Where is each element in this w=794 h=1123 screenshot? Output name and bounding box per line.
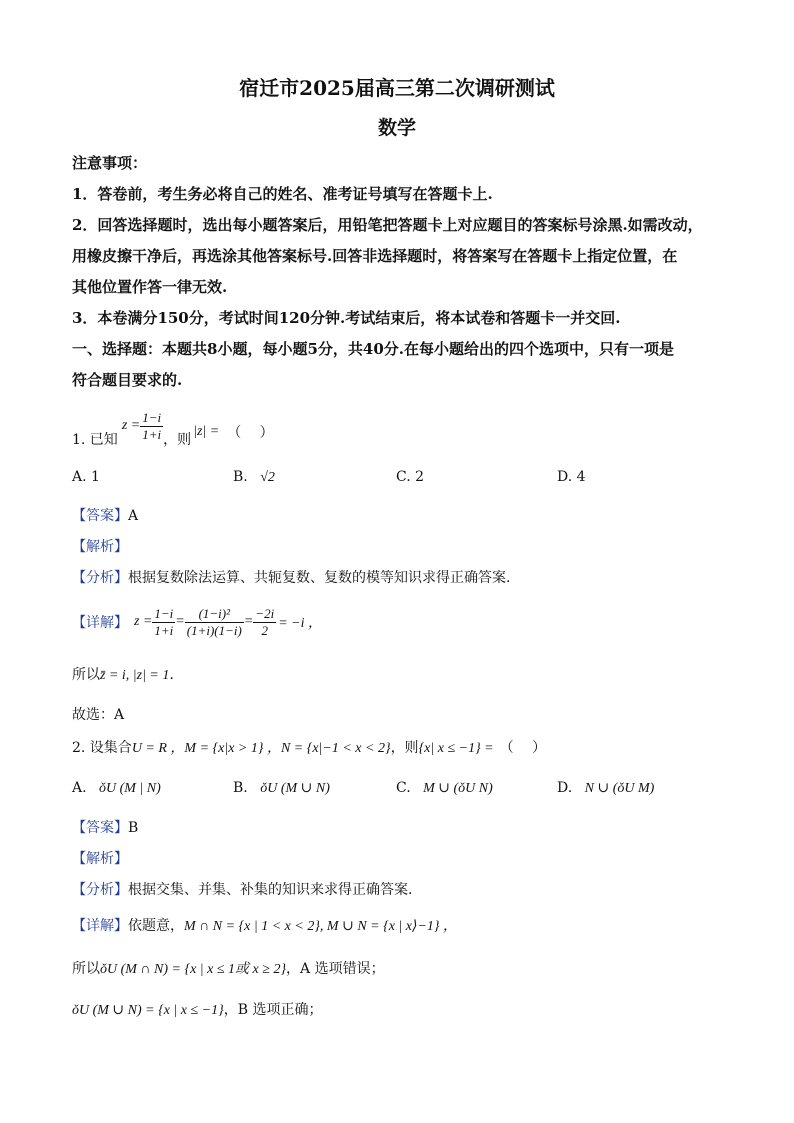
q1-option-a: A. 1 (72, 469, 100, 485)
q1-answer-paren: （ ） (227, 425, 274, 441)
q1-answer-value: A (128, 508, 139, 524)
q2-last-line (72, 999, 322, 1019)
note-item-1: 1．答卷前，考生务必将自己的姓名、准考证号填写在答题卡上. (72, 185, 493, 203)
question-2 (72, 737, 546, 757)
section-heading-line-1: 一、选择题：本题共8小题，每小题5分，共40分.在每小题给出的四个选项中，只有一项是 (72, 340, 674, 358)
q2-last-tail: ，B 选项正确； (223, 1002, 323, 1018)
q1-detail-fraction-1-den: 1+i (154, 622, 174, 638)
q1-fraction-numerator: 1−i (142, 409, 162, 425)
q2-answer-value: B (128, 820, 139, 836)
q1-detail-fraction-2 (185, 606, 244, 639)
q2-math-2: {x| x ≤ −1} = (418, 741, 494, 756)
q1-answer-tag: 【答案】 (72, 508, 128, 524)
q1-z-eq: z = (121, 418, 141, 433)
q2-option-b (233, 780, 330, 797)
note-item-2-line-1: 2．回答选择题时，选出每小题答案后，用铅笔把答题卡上对应题目的答案标号涂黑.如需改动， (72, 216, 703, 234)
notes-heading: 注意事项： (72, 154, 148, 172)
note-item-2-line-3: 其他位置作答一律无效. (72, 278, 228, 296)
q2-detail-text: 依题意， (128, 918, 184, 934)
q2-answer (72, 817, 138, 837)
q1-option-c: C. 2 (396, 469, 425, 485)
q2-answer-paren: （ ） (499, 740, 547, 756)
q1-detail-fraction-2-num: (1−i)² (185, 606, 244, 623)
q1-fraction (140, 410, 163, 443)
q2-math-1: U = R ，M = {x|x > 1} ，N = {x|−1 < x < 2} (131, 741, 391, 756)
q2-option-c-math: M ∪ (ǒU N) (423, 781, 493, 796)
q1-detail-eq-2: = (243, 614, 254, 629)
q2-xiangjie-tag: 【详解】 (72, 918, 128, 934)
q2-suoyi-prefix: 所以 (72, 961, 100, 977)
q1-guxuan: 故选：A (72, 707, 125, 723)
q1-detail-fraction-3 (253, 606, 276, 639)
exam-title: 宿迁市2025届高三第二次调研测试 (239, 76, 555, 100)
q2-option-c-label: C. (396, 780, 411, 796)
q1-option-b-label: B. (233, 469, 248, 485)
q1-detail-fraction-1-num: 1−i (154, 605, 174, 621)
q2-analysis (72, 879, 412, 899)
q2-suoyi-math: ǒU (M ∩ N) = {x | x ≤ 1或 x ≥ 2} (100, 962, 287, 977)
q1-detail-fraction-1 (152, 606, 175, 639)
q1-suoyi-math: z̄ = i, |z| = 1 (100, 668, 170, 683)
subject-title: 数学 (377, 117, 416, 139)
q1-answer (72, 505, 138, 525)
q1-detail-fraction-2-den: (1+i)(1−i) (186, 622, 242, 638)
q1-xiangjie-tag: 【详解】 (72, 615, 128, 631)
q1-detail (72, 596, 322, 648)
q2-option-b-math: ǒU (M ∪ N) (260, 781, 330, 796)
q1-suoyi-prefix: 所以 (72, 667, 100, 683)
question-1 (72, 406, 274, 454)
q1-prefix: 1. 已知 (72, 432, 118, 448)
q2-option-d-math: N ∪ (ǒU M) (584, 781, 655, 796)
q2-detail (72, 915, 457, 935)
q1-detail-fraction-3-den: 2 (261, 622, 268, 638)
q1-jiexi-tag: 【解析】 (72, 539, 128, 555)
note-item-3: 3．本卷满分150分，考试时间120分钟.考试结束后，将本试卷和答题卡一并交回. (72, 309, 621, 327)
q2-last-math: ǒU (M ∪ N) = {x | x ≤ −1} (72, 1003, 224, 1018)
q2-suoyi-tail: ，A 选项错误； (286, 961, 385, 977)
q1-fenxi-tag: 【分析】 (72, 570, 128, 586)
q2-jiexi-tag: 【解析】 (72, 851, 128, 867)
q1-abs-z: |z| = (193, 424, 220, 439)
q2-option-a (72, 780, 161, 797)
q1-detail-z: z = (134, 614, 153, 629)
section-heading-line-2: 符合题目要求的. (72, 371, 183, 389)
q2-option-c (396, 780, 493, 797)
q2-prefix: 2. 设集合 (72, 740, 132, 756)
q1-detail-eq-1: = (175, 614, 185, 629)
q2-detail-math: M ∩ N = {x | 1 < x < 2}, M ∪ N = {x | x⟩−1} ， (184, 919, 457, 934)
q2-option-a-math: ǒU (M | N) (99, 781, 161, 796)
q2-conclusion (72, 958, 385, 978)
q1-fraction-denominator: 1+i (142, 426, 162, 442)
q2-option-a-label: A. (72, 780, 87, 796)
q1-analysis (72, 567, 510, 587)
q2-fenxi-tag: 【分析】 (72, 882, 128, 898)
q2-option-d-label: D. (557, 780, 573, 796)
q1-fenxi-text: 根据复数除法运算、共轭复数、复数的模等知识求得正确答案. (128, 570, 511, 586)
q2-mid: ，则 (390, 740, 419, 756)
note-item-2-line-2: 用橡皮擦干净后，再选涂其他答案标号.回答非选择题时，将答案写在答题卡上指定位置，在 (72, 247, 678, 265)
q2-answer-tag: 【答案】 (72, 820, 128, 836)
q1-option-b (233, 469, 275, 486)
q1-detail-tail: = −i ， (278, 616, 322, 631)
q2-option-d (557, 780, 654, 797)
q1-conclusion (72, 664, 174, 684)
q1-option-d: D. 4 (557, 469, 586, 485)
q1-mid: ，则 (163, 432, 192, 448)
q1-suoyi-end: . (169, 667, 174, 683)
q1-option-b-math: √2 (260, 470, 275, 485)
q2-option-b-label: B. (233, 780, 248, 796)
q2-fenxi-text: 根据交集、并集、补集的知识来求得正确答案. (128, 882, 413, 898)
q1-detail-fraction-3-num: −2i (255, 605, 275, 621)
